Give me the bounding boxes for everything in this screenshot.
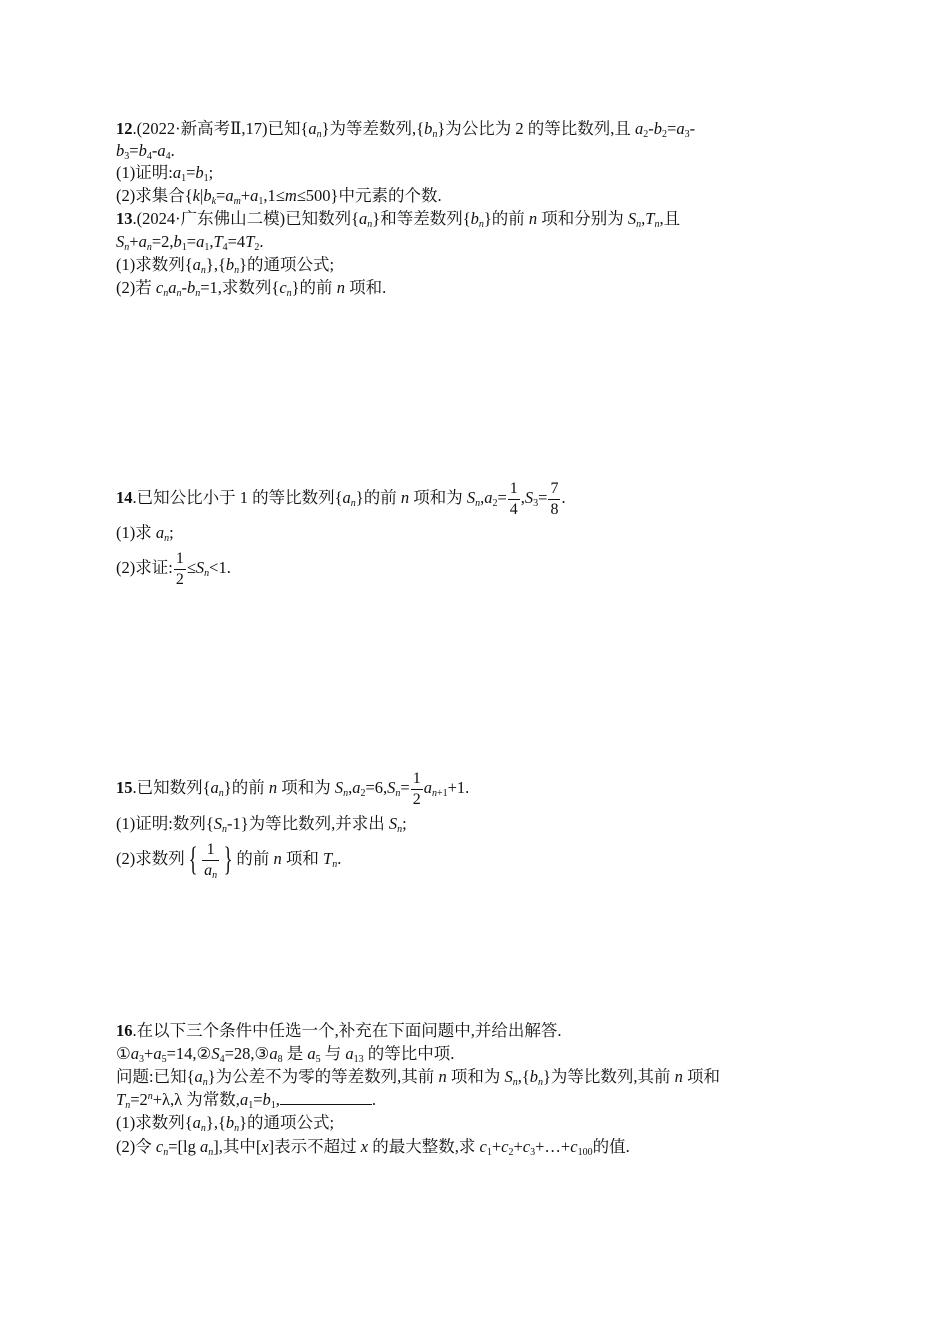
q15-frac-den: 2 (412, 790, 421, 808)
left-brace-icon: { (188, 841, 198, 879)
q16-line1 (116, 1020, 562, 1042)
q12-line1: 12.(2022·新高考Ⅱ,17)已知$\{a_n\}$为等差数列$,\{b_n\}$为公比为 2 的等比数列,且 $a_2-b_2=a_3-$ (116, 119, 696, 140)
q14-stem-a: .已知公比小于 1 的等比数列{ (132, 488, 343, 507)
q13-part2-mid: =1,求数列{ (200, 278, 280, 297)
q12-part1-label: (1)证明: (116, 163, 173, 182)
q12-stem-b: }为等差数列,{ (321, 119, 425, 138)
q14-number: 14 (116, 488, 133, 507)
q14-frac3-den: 2 (175, 570, 184, 588)
q16-conditions: $①a_3+a_5=14,②S_4=28,③a_8$ 是 $a_5$ 与 $a_{13}$ 的等比中项. (116, 1044, 455, 1065)
q16-number: 16 (116, 1021, 133, 1040)
q15-line1: 15.已知数列$\{a_n\}$的前 n 项和为 $S_n,a_2=6,S_n=$ $\frac{1}{2}$ $a_{n+1}+1$. (116, 769, 470, 808)
q13-stem-c: }的前 (483, 209, 529, 228)
q12-line2: $b_3=b_4-a_4$. (116, 141, 175, 162)
q15-part1: (1)证明:数列$\{S_n-1\}$为等比数列,并求出 $S_n$; (116, 814, 407, 835)
q15-frac-num: 1 (411, 771, 423, 790)
q16-cond2-mark: ② (196, 1044, 212, 1063)
q15-stem-e: +1. (447, 778, 470, 797)
q13-part1-a: (1)求数列{ (116, 255, 193, 274)
q14-part2-a: (2)求证: (116, 558, 173, 577)
q12-part2-end: ≤500}中元素的个数. (296, 186, 442, 205)
q16-part2-end: 的值. (592, 1137, 630, 1156)
q13-line1: 13.(2024·广东佛山二模)已知数列$\{a_n\}$和等差数列$\{b_n\}$的前 n 项和分别为 $S_n,T_n$,且 (116, 209, 681, 230)
q15-frac2-num: 1 (202, 842, 219, 861)
q14-line1: 14.已知公比小于 1 的等比数列$\{a_n\}$的前 n 项和为 $S_n,a_2=$ $\frac{1}{4}$ $,S_3=$ $\frac{7}{8}$ . (116, 479, 566, 518)
q16-cond1-mark: ① (116, 1044, 131, 1063)
q13-part1-end: }的通项公式; (239, 255, 335, 274)
q15-stem-c: 项和为 (277, 778, 335, 797)
q15-frac-recip (202, 842, 219, 879)
q14-frac2-num: 7 (548, 481, 560, 500)
q12-stem: 已知{ (267, 119, 309, 138)
q15-part2-tail: 项和 (281, 849, 324, 868)
q14-stem-c: 项和为 (409, 488, 467, 507)
q12-stem-c: }为公比为 2 的等比数列,且 (437, 119, 636, 138)
q15-frac-half (411, 771, 423, 808)
q16-part1: (1)求数列$\{a_n\},\{b_n\}$的通项公式; (116, 1113, 335, 1134)
q12-part1: (1)证明$:a_1=b_1$; (116, 163, 214, 184)
q14-stem-b: }的前 (355, 488, 401, 507)
q15-part2: (2)求数列 { $\frac{1}{a_n}$ } 的前 n 项和 $T_n$. (116, 840, 342, 881)
q15-stem-a: .已知数列{ (132, 778, 211, 797)
q16-problem-f: 项和 (682, 1067, 721, 1086)
q13-part2-a: (2)若 (116, 278, 156, 297)
q14-frac-half (174, 551, 186, 588)
q14-frac-s3 (548, 481, 560, 518)
q13-line2: $S_n+a_n=2,b_1=a_1,T_4=4T_2$. (116, 232, 264, 253)
q16-part1-a: (1)求数列{ (116, 1113, 193, 1132)
q15-part2-a: (2)求数列 (116, 849, 185, 868)
q16-cond3-end: 的等比中项. (363, 1044, 455, 1063)
q16-part2-b: =[lg (168, 1137, 200, 1156)
q14-frac1-den: 4 (509, 500, 518, 518)
q16-problem-e: }为等比数列,其前 (542, 1067, 675, 1086)
q15-number: 15 (116, 778, 133, 797)
q13-part2: (2)若 $c_na_n-b_n=1$,求数列$\{c_n\}$的前 n 项和. (116, 278, 387, 299)
q14-frac2-den: 8 (550, 500, 559, 518)
q16-cond3-mid: 是 (282, 1044, 308, 1063)
q16-cond2-val: =28, (224, 1044, 255, 1063)
q16-problem-d: ,{ (517, 1067, 530, 1086)
q16-part2-d: ]表示不超过 (268, 1137, 361, 1156)
q13-stem-b: }和等差数列{ (372, 209, 471, 228)
q16-part2-dots: +…+ (535, 1137, 571, 1156)
q15-stem-d: =6, (365, 778, 388, 797)
q16-line2-b: +λ,λ 为常数, (152, 1090, 240, 1109)
q14-frac3-num: 1 (174, 551, 186, 570)
q16-part2: (2)令 $c_n=[\lg$ $a_n$],其中[x]表示不超过 x 的最大整数,求 $c_1+c_2+c_3+\dots+c_{100}$的值. (116, 1137, 630, 1158)
q16-problem: 问题:已知$\{a_n\}$为公差不为零的等差数列,其前 n 项和为 $S_n,\{b_n\}$为等比数列,其前 n 项和 (116, 1067, 721, 1088)
q13-part2-end: }的前 (291, 278, 337, 297)
q14-frac-a2 (508, 481, 520, 518)
q16-part2-c: ],其中[ (213, 1137, 262, 1156)
q14-part2-end: <1. (209, 558, 231, 577)
q13-part1: (1)求数列$\{a_n\},\{b_n\}$的通项公式; (116, 255, 335, 276)
q16-part1-end: }的通项公式; (239, 1113, 335, 1132)
q16-cond1-val: =14, (166, 1044, 197, 1063)
q13-part2-tail: 项和. (344, 278, 387, 297)
q16-problem-b: }为公差不为零的等差数列,其前 (207, 1067, 439, 1086)
q14-part1: (1)求 $a_n$; (116, 523, 174, 544)
q16-line2-a: =2 (130, 1090, 148, 1109)
q16-cond3-mark: ③ (254, 1044, 270, 1063)
q14-part1-a: (1)求 (116, 523, 156, 542)
q12-part2-label: (2)求集合{ (116, 186, 193, 205)
q15-part1-mid: -1}为等比数列,并求出 (227, 814, 389, 833)
q15-part2-end: 的前 (236, 849, 274, 868)
right-brace-icon: } (223, 841, 233, 879)
q16-cond3-mid2: 与 (320, 1044, 346, 1063)
q13-stem-d: 项和分别为 (537, 209, 628, 228)
q12-part2-cond: 1≤ (267, 186, 285, 205)
q12-source: (2022·新高考Ⅱ,17) (136, 119, 268, 138)
answer-blank[interactable] (280, 1090, 372, 1105)
q14-part2: (2)求证: $\frac{1}{2}$ $\le S_n<1$. (116, 549, 231, 588)
q16-problem-a: 问题:已知{ (116, 1067, 195, 1086)
q14-frac1-num: 1 (508, 481, 520, 500)
q16-stem: .在以下三个条件中任选一个,补充在下面问题中,并给出解答. (132, 1021, 562, 1040)
q13-stem-a: 已知数列{ (285, 209, 360, 228)
q12-number: 12 (116, 119, 133, 138)
q13-number: 13 (116, 209, 133, 228)
q15-stem-b: }的前 (223, 778, 269, 797)
q16-problem-c: 项和为 (446, 1067, 505, 1086)
q12-part2: (2)求集合$\{k|b_k=a_m+a_1,1\le m\le 500\}$中元素的个数. (116, 186, 442, 207)
q15-part1-a: (1)证明:数列{ (116, 814, 214, 833)
q13-source: (2024·广东佛山二模) (136, 209, 286, 228)
q16-part2-a: (2)令 (116, 1137, 156, 1156)
q16-problem-line2: $T_n=2^n+\lambda,\lambda$ 为常数$,a_1=b_1$, . (116, 1090, 376, 1111)
q15-frac2-den: $a_n$ (204, 861, 218, 881)
q16-part2-e: 的最大整数,求 (368, 1137, 480, 1156)
